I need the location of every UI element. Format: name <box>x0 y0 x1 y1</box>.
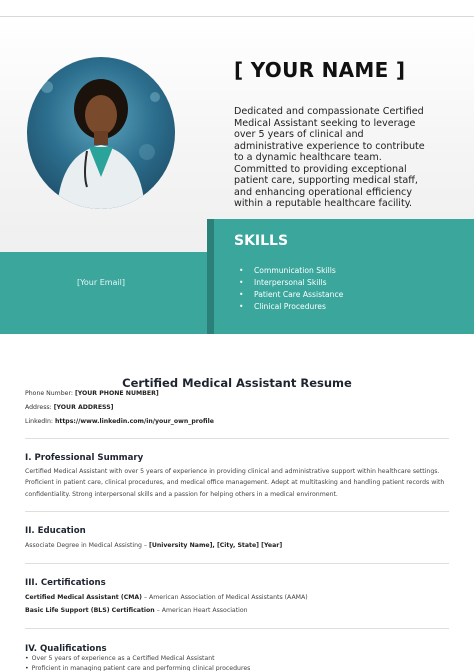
section-heading-qualifications: IV. Qualifications <box>25 644 107 654</box>
certification-issuer: – American Heart Association <box>156 607 248 614</box>
resume-title: Certified Medical Assistant Resume <box>122 376 352 390</box>
education-degree: Associate Degree in Medical Assisting – <box>25 542 148 549</box>
skill-item: • Communication Skills <box>254 265 343 277</box>
skills-panel-edge <box>207 219 214 334</box>
skills-heading: SKILLS <box>234 233 289 249</box>
professional-summary-text: Certified Medical Assistant with over 5 years of experience in providing clinical and administrative support within healthcare settings. Proficient in patient care, clinical procedures, and medical office management. Adept at multitasking and handling patient records with confidentiality. Strong interpersonal skills and a passion for helping others in a medical environment. <box>25 468 445 498</box>
header-summary: Dedicated and compassionate Certified Medical Assistant seeking to leverage over 5 years of clinical and administrative experience to contribute to a dynamic healthcare team. Committed to providing exceptional patient care, supporting medical staff, and enhancing operational efficiency within a reputable healthcare facility. <box>234 106 425 209</box>
address-value: [YOUR ADDRESS] <box>53 404 114 411</box>
certification-issuer: – American Association of Medical Assistants (AAMA) <box>143 594 308 601</box>
skill-item: • Clinical Procedures <box>254 301 343 313</box>
skill-item: • Patient Care Assistance <box>254 289 343 301</box>
section-divider <box>25 438 449 439</box>
phone-value: [YOUR PHONE NUMBER] <box>74 390 159 397</box>
education-institution: [University Name], [City, State] [Year] <box>149 542 283 549</box>
linkedin-link[interactable]: https://www.linkedin.com/in/your_own_profile <box>54 418 214 425</box>
certification-entry <box>25 594 308 601</box>
education-entry <box>25 542 282 549</box>
address-line <box>25 404 114 411</box>
section-heading-certifications: III. Certifications <box>25 578 106 588</box>
qualification-item: • Proficient in managing patient care and performing clinical procedures <box>25 665 250 671</box>
qualification-item: • Over 5 years of experience as a Certified Medical Assistant <box>25 655 215 662</box>
candidate-name: [ YOUR NAME ] <box>234 58 406 82</box>
section-heading-education: II. Education <box>25 526 86 536</box>
skill-item: • Interpersonal Skills <box>254 277 343 289</box>
section-divider <box>25 628 449 629</box>
certification-name: Basic Life Support (BLS) Certification <box>25 607 155 614</box>
linkedin-label: LinkedIn: <box>25 418 54 425</box>
section-divider <box>25 563 449 564</box>
skills-list <box>254 265 343 313</box>
address-label: Address: <box>25 404 52 411</box>
section-heading-summary: I. Professional Summary <box>25 453 144 463</box>
certification-entry <box>25 607 248 614</box>
email-placeholder: [Your Email] <box>76 278 126 287</box>
phone-label: Phone Number: <box>25 390 73 397</box>
certification-name: Certified Medical Assistant (CMA) <box>25 594 143 601</box>
profile-photo <box>27 57 175 209</box>
section-divider <box>25 511 449 512</box>
phone-line <box>25 390 159 397</box>
linkedin-line <box>25 418 214 425</box>
